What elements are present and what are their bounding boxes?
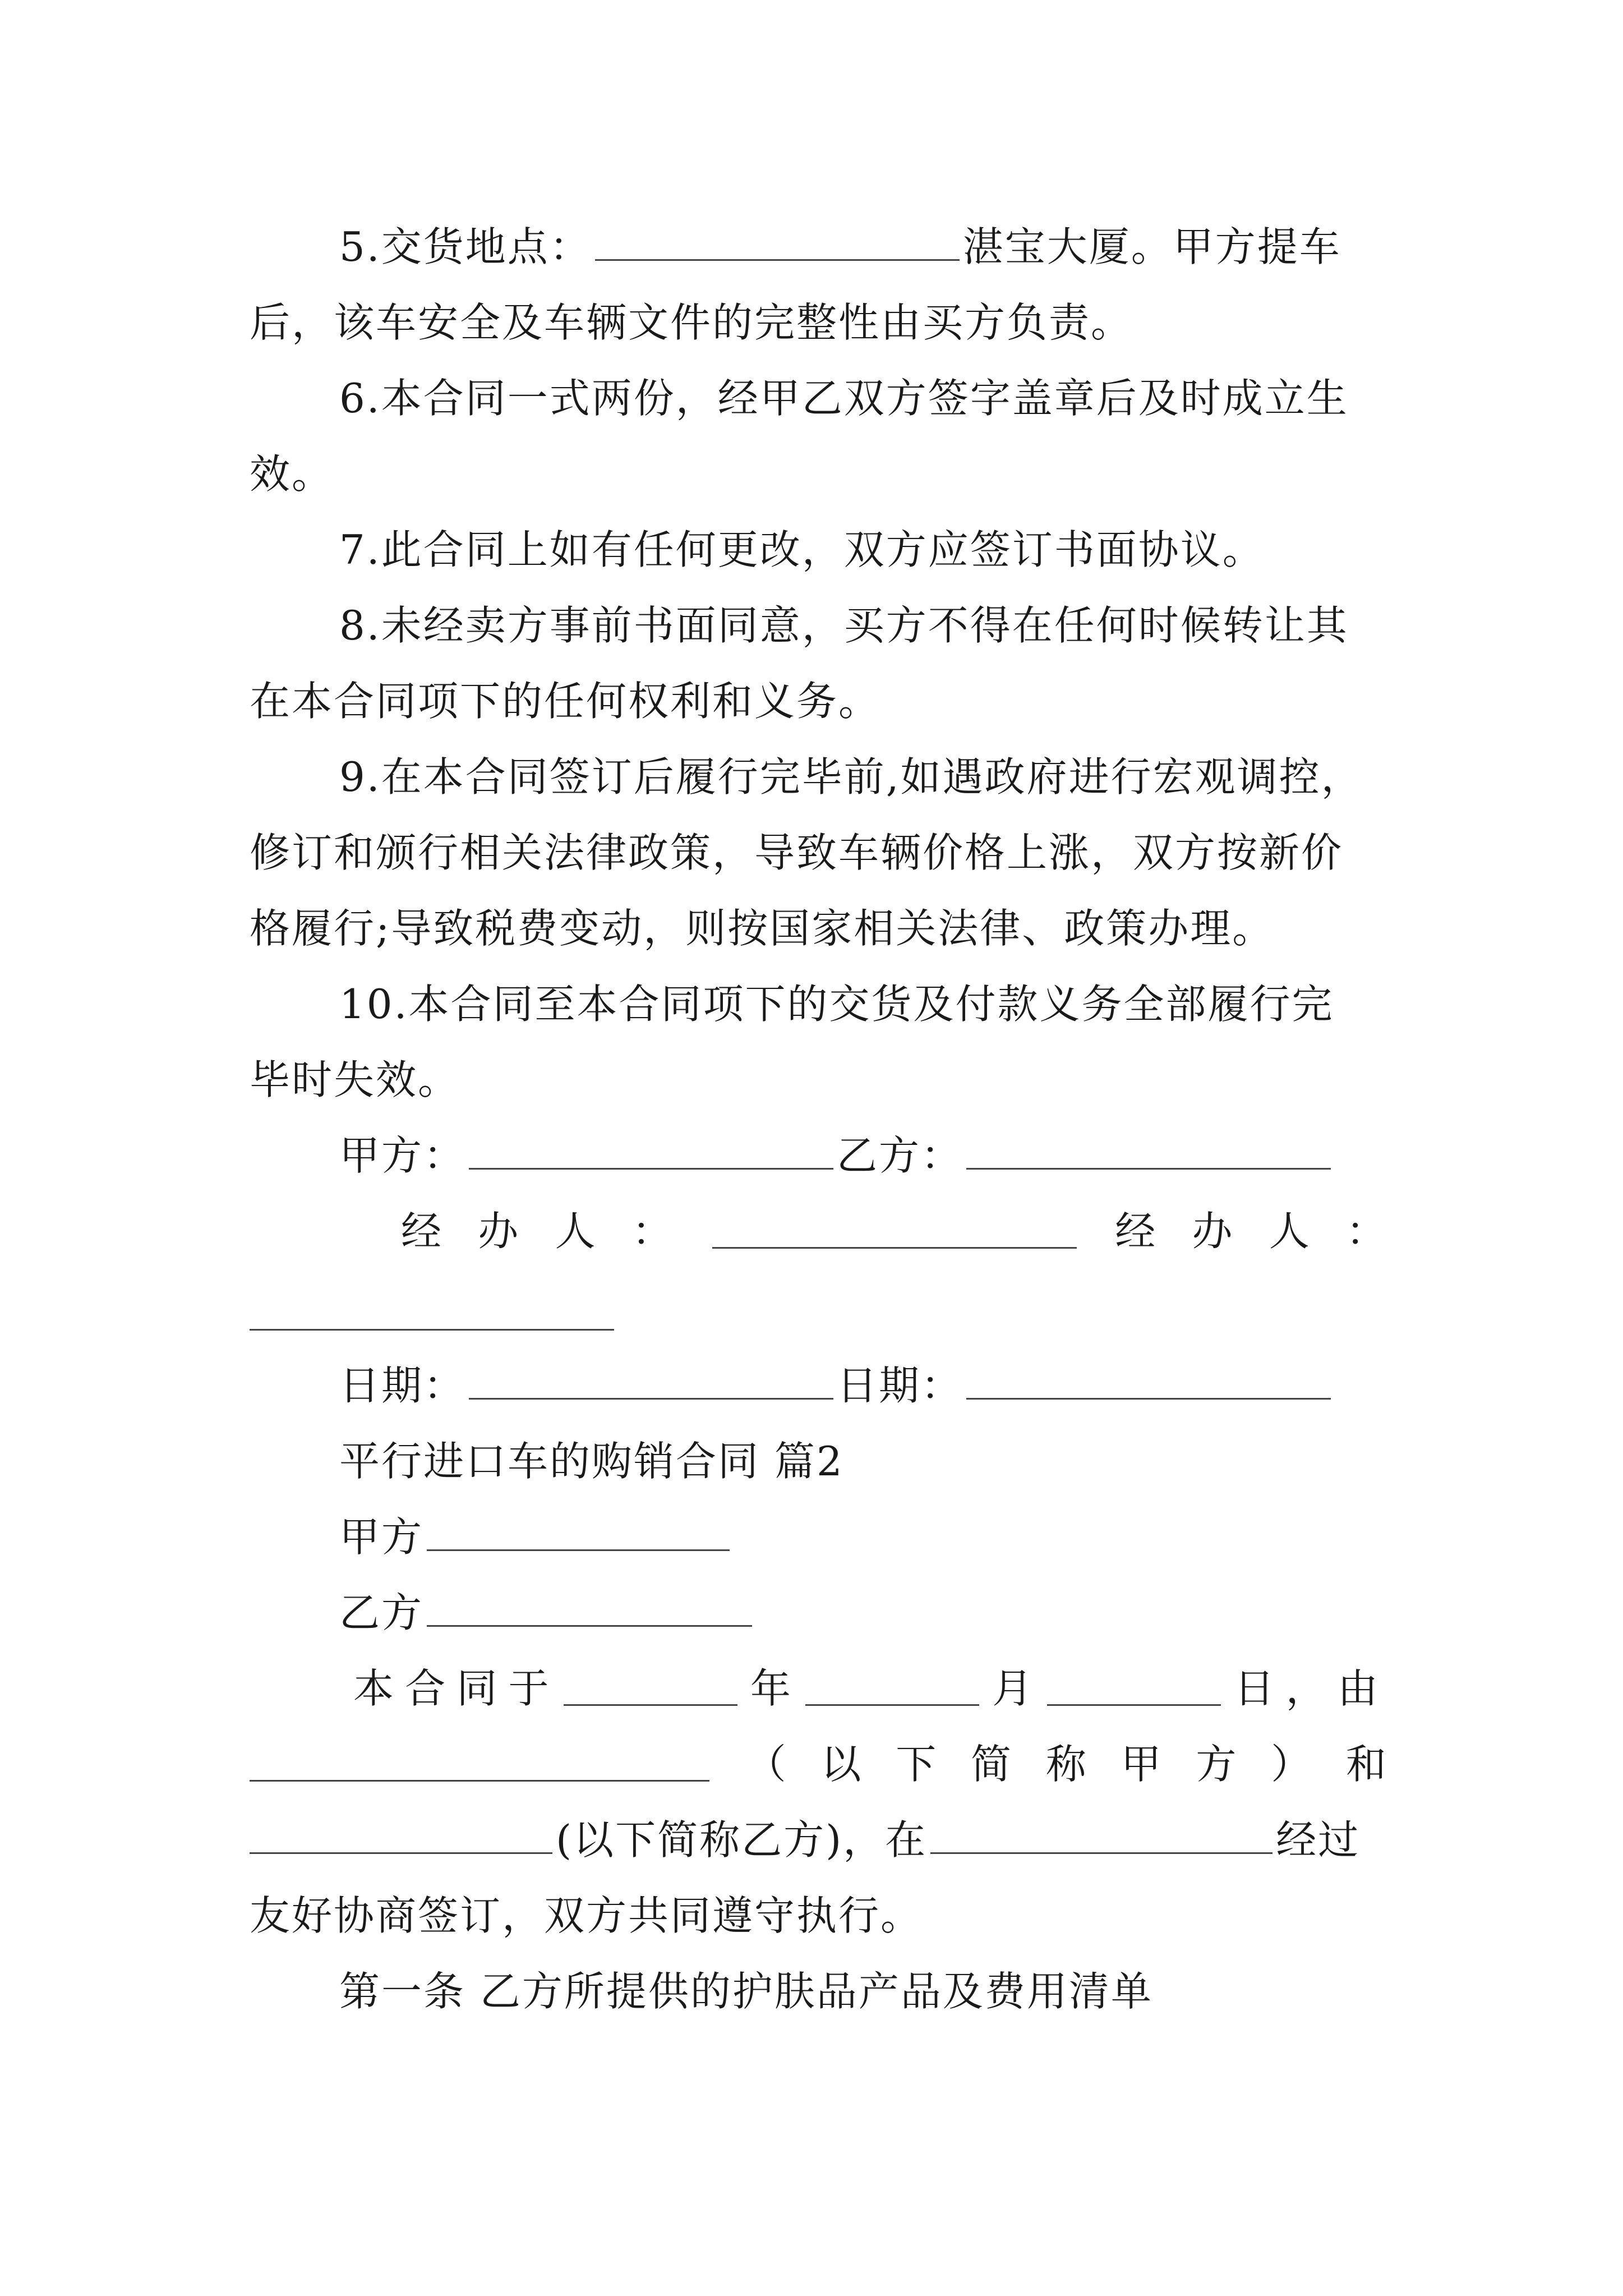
handler-a-char: 人: [555, 1208, 597, 1255]
intro-char: 本: [353, 1665, 396, 1712]
handler-a-char: 经: [401, 1208, 444, 1255]
year-blank: [564, 1672, 737, 1706]
abbr-b-text: (以下简称乙方)，在: [556, 1816, 928, 1864]
party-b-label: 乙方：: [837, 1132, 963, 1179]
clause-5-line-2: 后，该车安全及车辆文件的完整性由买方负责。: [250, 299, 1133, 346]
abbr-a-char: 甲: [1121, 1741, 1163, 1788]
party-b-blank-2: [427, 1593, 752, 1627]
abbr-a-char: 方: [1196, 1741, 1238, 1788]
abbr-a-char: ）: [1271, 1741, 1313, 1788]
place-blank: [930, 1820, 1272, 1854]
handler-a-char: ：: [631, 1208, 674, 1255]
article-1-title: 第一条 乙方所提供的护肤品产品及费用清单: [339, 1968, 1153, 2015]
intro-char: 于: [508, 1665, 551, 1712]
clause-7: 7.此合同上如有任何更改，双方应签订书面协议。: [339, 526, 1265, 573]
abbr-a-char: 称: [1045, 1741, 1088, 1788]
after-text: 经过: [1276, 1816, 1361, 1864]
month-blank: [805, 1672, 979, 1706]
abbr-a-char: 下: [896, 1741, 938, 1788]
section-2-party-a: [339, 1512, 1388, 1562]
contract-date-line: [353, 1663, 1380, 1714]
abbr-a-char: （: [745, 1741, 788, 1788]
section-2-party-b: [339, 1588, 1388, 1638]
section-2-title: 平行进口车的购销合同 篇2: [339, 1438, 844, 1485]
clause-10-line-2: 毕时失效。: [250, 1056, 460, 1103]
party-a-name-blank: [250, 1747, 709, 1782]
date-a-blank: [469, 1365, 833, 1400]
clause-6-line-2: 效。: [250, 450, 334, 498]
clause-5-tail: 湛宝大厦。甲方提车: [962, 223, 1341, 270]
day-blank: [1047, 1672, 1221, 1706]
date-b-label: 日期：: [837, 1362, 963, 1409]
abbr-a-line: [250, 1739, 1388, 1789]
clause-10-line-1: 10.本合同至本合同项下的交货及付款义务全部履行完: [339, 981, 1334, 1028]
month-label: 月: [992, 1665, 1035, 1712]
party-line: [339, 1130, 1388, 1181]
handler-b-char: 经: [1115, 1208, 1158, 1255]
handler-b-char: 办: [1192, 1208, 1234, 1255]
intro-char: 合: [405, 1665, 448, 1712]
abbr-a-char: 和: [1345, 1741, 1388, 1788]
date-line: [339, 1360, 1388, 1411]
year-label: 年: [750, 1665, 792, 1712]
party-a-blank-2: [427, 1517, 730, 1551]
clause-9-line-2: 修订和颁行相关法律政策，导致车辆价格上涨，双方按新价: [250, 829, 1344, 876]
handler-a-char: 办: [478, 1208, 520, 1255]
abbr-b-line: [250, 1815, 1388, 1865]
handler-b-char: ：: [1345, 1208, 1388, 1255]
clause-5-line-1: [339, 222, 1388, 272]
party-a-blank: [469, 1135, 833, 1170]
clause-6-line-1: 6.本合同一式两份，经甲乙双方签字盖章后及时成立生: [339, 375, 1349, 422]
date-a-label: 日期：: [339, 1362, 466, 1409]
party-a-label-2: 甲方: [339, 1513, 424, 1561]
party-b-label-2: 乙方: [339, 1589, 424, 1636]
intro-char: 同: [457, 1665, 499, 1712]
abbr-a-char: 简: [971, 1741, 1013, 1788]
handler-a-blank: [712, 1214, 1077, 1249]
day-char: ，: [1285, 1665, 1328, 1712]
delivery-place-blank: [595, 227, 960, 261]
date-b-blank: [966, 1365, 1331, 1400]
party-a-label: 甲方：: [339, 1132, 466, 1179]
clause-8-line-2: 在本合同项下的任何权利和义务。: [250, 678, 881, 725]
closing-line: 友好协商签订，双方共同遵守执行。: [250, 1892, 923, 1939]
clause-8-line-1: 8.未经卖方事前书面同意，买方不得在任何时候转让其: [339, 602, 1349, 649]
party-b-name-blank: [250, 1820, 552, 1854]
handler-b-char: 人: [1269, 1208, 1311, 1255]
party-b-blank: [966, 1135, 1331, 1170]
day-char: 由: [1337, 1665, 1380, 1712]
clause-5-label: 5.交货地点：: [339, 223, 592, 270]
handler-b-blank: [250, 1328, 614, 1331]
day-char: 日: [1234, 1665, 1276, 1712]
handler-line: [401, 1206, 1388, 1257]
clause-9-line-1: 9.在本合同签订后履行完毕前,如遇政府进行宏观调控，: [339, 753, 1363, 800]
clause-9-line-3: 格履行;导致税费变动，则按国家相关法律、政策办理。: [250, 905, 1275, 952]
abbr-a-char: 以: [820, 1741, 863, 1788]
